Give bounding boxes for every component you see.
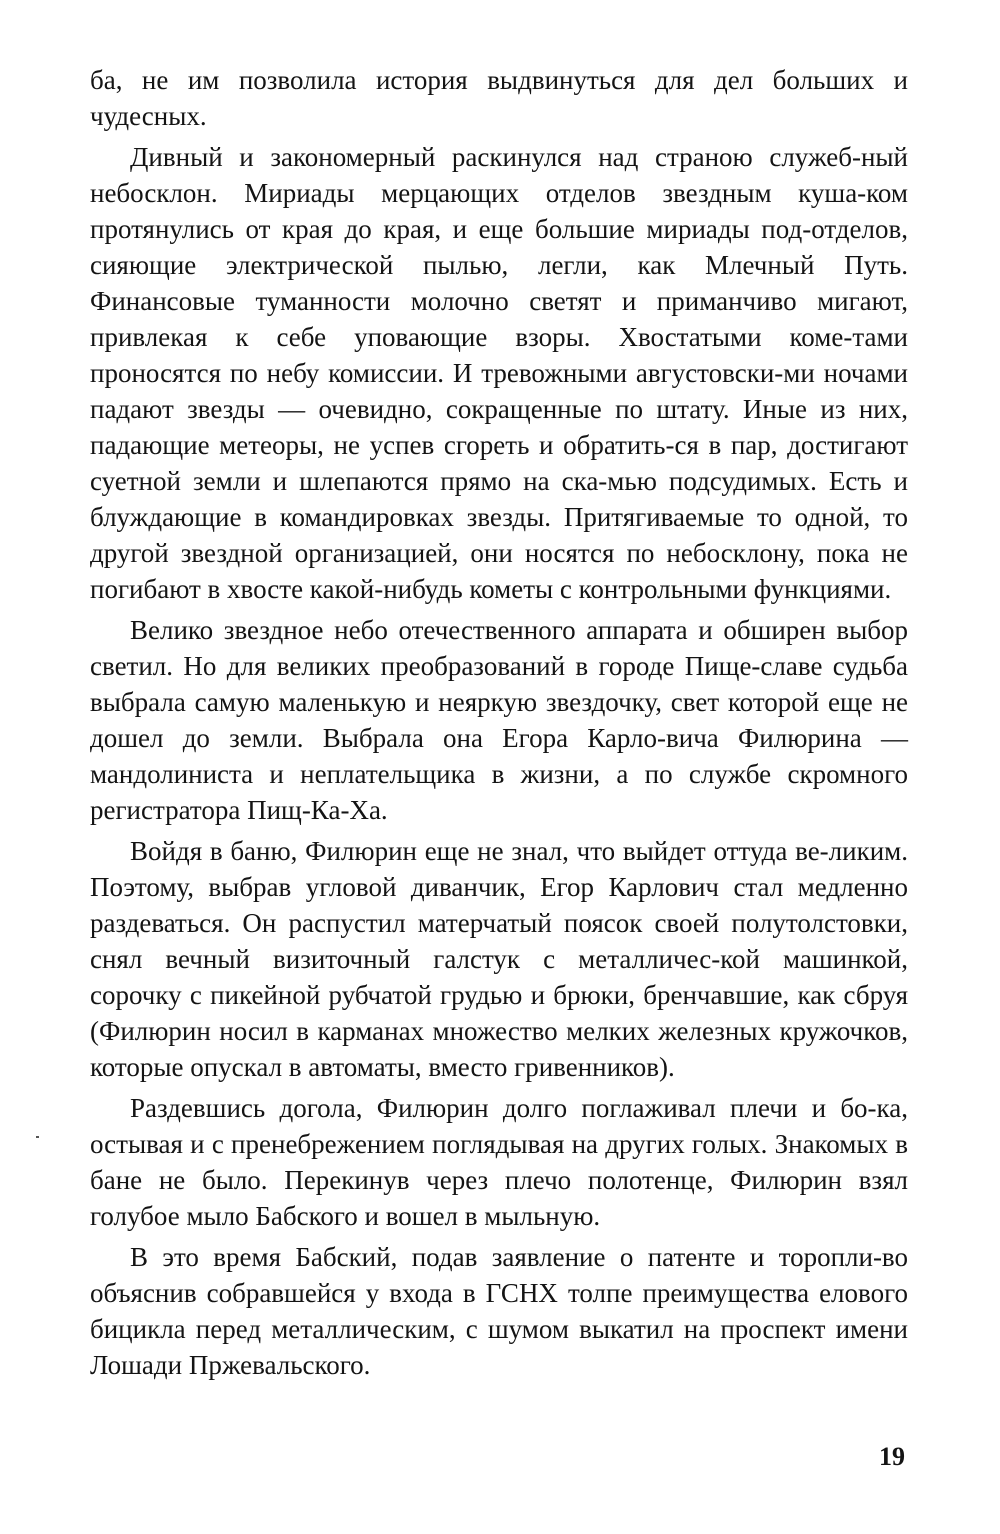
margin-speck	[36, 1136, 39, 1138]
body-text	[90, 62, 908, 1388]
paragraph-sky: Дивный и закономерный раскинулся над страною служеб-ный небосклон. Мириады мерцающих отделов звездным куша-ком протянулись от края до края, и еще большие мириады под-отделов, сияющие электрической пылью, легли, как Млечный Путь. Финансовые туманности молочно светят и приманчиво мигают, привлекая к себе уповающие взоры. Хвостатыми коме-тами проносятся по небу комиссии. И тревожными августовски-ми ночами падают звезды — очевидно, сокращенные по штату. Иные из них, падающие метеоры, не успев сгореть и обратить-ся в пар, достигают суетной земли и шлепаются прямо на ска-мью подсудимых. Есть и блуждающие в командировках звезды. Притягиваемые то одной, то другой звездной организацией, они носятся по небосклону, пока не погибают в хвосте какой-нибудь кометы с контрольными функциями.	[90, 142, 908, 604]
paragraph-bathhouse: Войдя в баню, Филюрин еще не знал, что выйдет оттуда ве-ликим. Поэтому, выбрав угловой диванчик, Егор Карлович стал медленно раздеваться. Он распустил матерчатый поясок своей полутолстовки, снял вечный визиточный галстук с металличес-кой машинкой, сорочку с пикейной рубчатой грудью и брюки, бренчавшие, как сбруя (Филюрин носил в карманах множество мелких железных кружочков, которые опускал в автоматы, вместо гривенников).	[90, 836, 908, 1082]
paragraph-babsky: В это время Бабский, подав заявление о патенте и торопли-во объяснив собравшейся у входа в ГСНХ толпе преимущества елового бицикла перед металлическим, с шумом выкатил на проспект имени Лошади Пржевальского.	[90, 1242, 908, 1380]
page-number: 19	[879, 1442, 905, 1471]
paragraph-luminaries: Велико звездное небо отечественного аппарата и обширен выбор светил. Но для великих преобразований в городе Пище-славе судьба выбрала самую маленькую и неяркую звездочку, свет которой еще не дошел до земли. Выбрала она Егора Карло-вича Филюрина — мандолиниста и неплательщика в жизни, а по службе скромного регистратора Пищ-Ка-Ха.	[90, 615, 908, 825]
paragraph-continuation: ба, не им позволила история выдвинуться для дел больших и чудесных.	[90, 65, 908, 131]
paragraph-undressed: Раздевшись догола, Филюрин долго поглаживал плечи и бо-ка, остывая и с пренебрежением поглядывая на других голых. Знакомых в бане не было. Перекинув через плечо полотенце, Филюрин взял голубое мыло Бабского и вошел в мыльную.	[90, 1093, 908, 1231]
